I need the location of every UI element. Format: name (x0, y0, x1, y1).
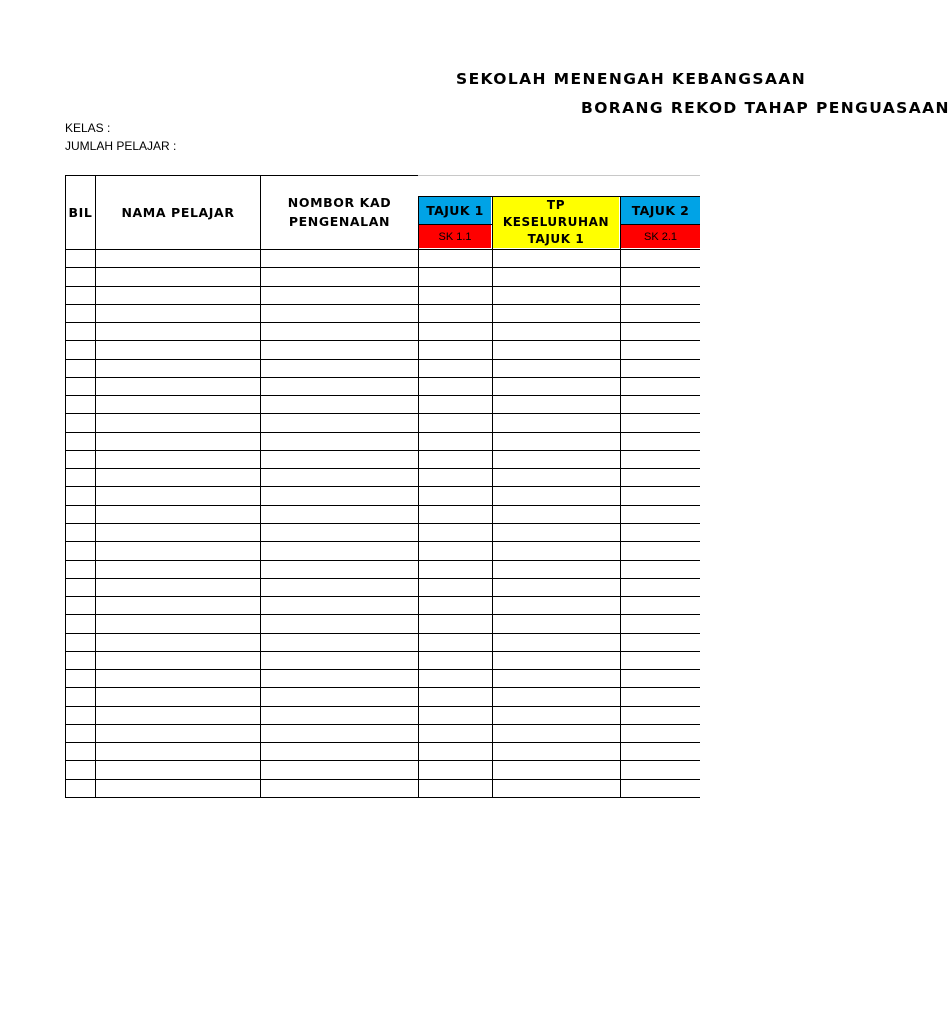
form-title: BORANG REKOD TAHAP PENGUASAAN (581, 99, 950, 117)
table-row-line (65, 267, 700, 268)
header-subgrid-mid-2 (620, 224, 700, 225)
table-row-line (65, 286, 700, 287)
table-row-line (65, 304, 700, 305)
header-nombor-line1: NOMBOR KAD (287, 194, 392, 210)
table-top-border-light (418, 175, 700, 176)
header-bil: BIL (68, 205, 93, 220)
table-row-line (65, 596, 700, 597)
header-nama-pelajar: NAMA PELAJAR (121, 205, 235, 220)
table-row-line (65, 322, 700, 323)
header-subgrid-top (418, 196, 700, 197)
table-row-line (65, 377, 700, 378)
table-row-line (65, 523, 700, 524)
table-row-line (65, 359, 700, 360)
table-row-line (65, 560, 700, 561)
table-row-line (65, 706, 700, 707)
table-row-line (65, 432, 700, 433)
header-tajuk-1: TAJUK 1 (419, 197, 491, 224)
header-sk-1-1: SK 1.1 (419, 225, 491, 248)
table-row-line (65, 450, 700, 451)
table-row-line (65, 486, 700, 487)
table-row-line (65, 413, 700, 414)
table-row-line (65, 760, 700, 761)
table-row-line (65, 541, 700, 542)
col-border-tajuk1 (492, 196, 493, 797)
table-row-line (65, 249, 700, 250)
kelas-label: KELAS : (65, 121, 111, 135)
school-name-title: SEKOLAH MENENGAH KEBANGSAAN (456, 70, 807, 88)
tp-line3: TAJUK 1 (527, 232, 585, 246)
col-border-nombor (418, 196, 419, 797)
table-row-line (65, 468, 700, 469)
table-row-line (65, 724, 700, 725)
col-border-nama (260, 175, 261, 797)
header-tp-keseluruhan-tajuk-1 (493, 197, 619, 248)
table-row-line (65, 633, 700, 634)
table-row-line (65, 687, 700, 688)
table-row-line (65, 669, 700, 670)
table-row-line (65, 797, 700, 798)
table-row-line (65, 614, 700, 615)
table-row-line (65, 651, 700, 652)
header-sk-2-1: SK 2.1 (621, 225, 700, 248)
jumlah-pelajar-label: JUMLAH PELAJAR : (65, 139, 177, 153)
table-row-line (65, 578, 700, 579)
tp-line1: TP (546, 198, 566, 212)
tp-line2: KESELURUHAN (502, 215, 610, 229)
col-border-tp (620, 196, 621, 797)
table-row-line (65, 395, 700, 396)
header-nombor-line2: PENGENALAN (288, 213, 391, 229)
table-row-line (65, 742, 700, 743)
header-tajuk-2: TAJUK 2 (621, 197, 700, 224)
header-nombor-kad (261, 176, 418, 249)
table-row-line (65, 340, 700, 341)
table-row-line (65, 779, 700, 780)
col-border-left (65, 175, 66, 797)
table-row-line (65, 505, 700, 506)
col-border-bil (95, 175, 96, 797)
header-subgrid-mid-1 (418, 224, 492, 225)
